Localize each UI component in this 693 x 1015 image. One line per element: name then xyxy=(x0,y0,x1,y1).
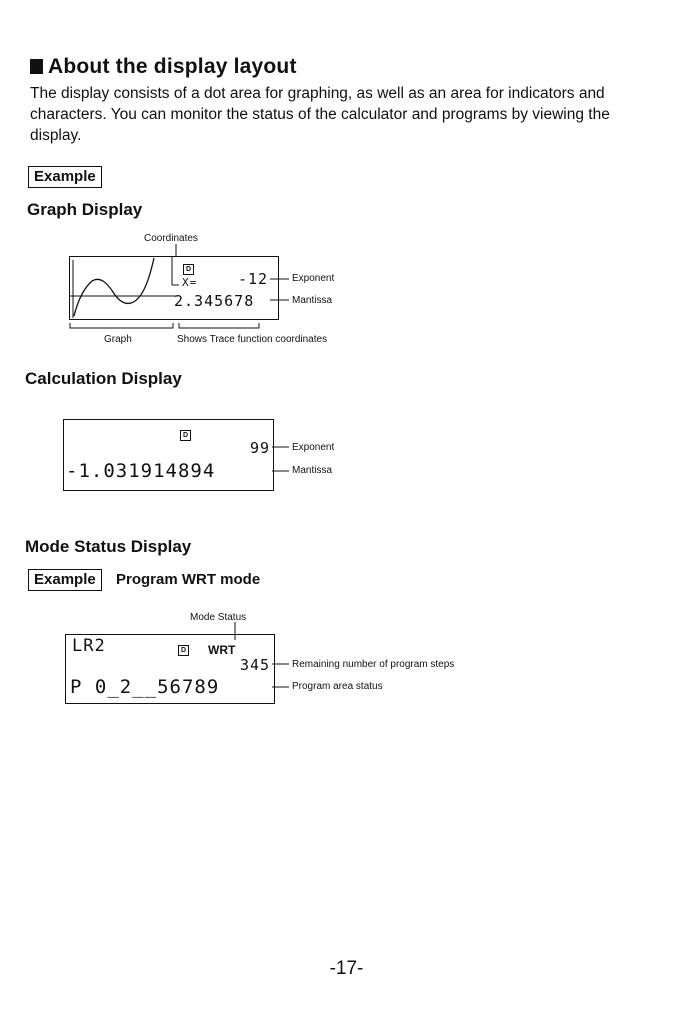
steps-label: Remaining number of program steps xyxy=(292,659,455,670)
trace-caption: Shows Trace function coordinates xyxy=(177,334,328,345)
calc-mantissa-value: -1.031914894 xyxy=(66,460,216,482)
graph-mantissa-value: 2.345678 xyxy=(174,292,255,310)
deg-indicator-icon: D xyxy=(183,264,194,275)
page-number: -17- xyxy=(329,958,364,979)
graph-mantissa-label: Mantissa xyxy=(292,295,333,306)
steps-value: 345 xyxy=(240,656,271,674)
program-line: P 0_2__56789 xyxy=(70,676,220,698)
calc-exponent-value: 99 xyxy=(250,439,271,457)
example-label: Example xyxy=(28,166,102,188)
mode-deg-indicator-icon: D xyxy=(178,645,189,656)
example-label-2: Example xyxy=(28,569,102,591)
program-wrt-title: Program WRT mode xyxy=(116,571,261,588)
x-label: X= xyxy=(182,276,198,289)
coordinates-label: Coordinates xyxy=(144,233,198,244)
section-title-text: About the display layout xyxy=(48,55,297,78)
intro-paragraph: The display consists of a dot area for graphing, as well as an area for indicators and characters. You can monitor the status of the calculator and programs by viewing the display. xyxy=(30,85,610,144)
graph-caption: Graph xyxy=(104,334,132,345)
mode-status-heading: Mode Status Display xyxy=(25,537,192,556)
area-status-label: Program area status xyxy=(292,681,383,692)
calc-deg-indicator-icon: D xyxy=(180,430,191,441)
calc-mantissa-label: Mantissa xyxy=(292,465,333,476)
graph-exponent-label: Exponent xyxy=(292,273,335,284)
graph-exponent-value: -12 xyxy=(238,270,269,288)
graph-display-heading: Graph Display xyxy=(27,200,143,219)
wrt-text: WRT xyxy=(208,643,236,657)
calculation-display-heading: Calculation Display xyxy=(25,369,182,388)
mode-status-label: Mode Status xyxy=(190,612,247,623)
lr-text: LR2 xyxy=(72,636,106,656)
graph-curve xyxy=(74,258,154,316)
calc-exponent-label: Exponent xyxy=(292,442,335,453)
